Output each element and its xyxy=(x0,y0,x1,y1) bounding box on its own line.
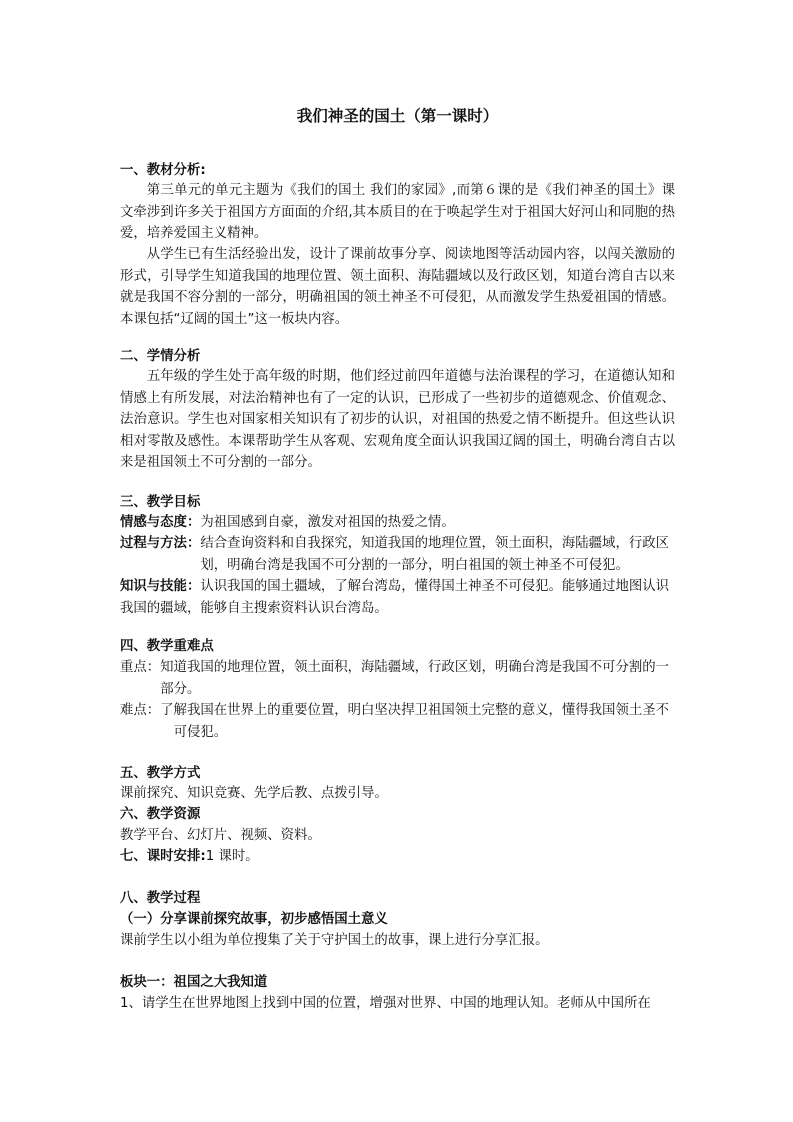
section-2-paragraph: 五年级的学生处于高年级的时期，他们经过前四年道德与法治课程的学习，在道德认知和情感上有所发展，对法治精神也有了一定的认识，已形成了一些初步的道德观念、价值观念、法治意识。学生也对国家相关知识有了初步的认识，对祖国的热爱之情不断提升。但这些认识相对零散及感性。本课帮助学生从客观、宏观角度全面认识我国辽阔的国土，明确台湾自古以来是祖国领土不可分割的一部分。 xyxy=(120,369,675,470)
goal-emotion xyxy=(120,512,675,534)
section-heading-7: 七、课时安排: xyxy=(120,849,206,864)
goal-process-label: 过程与方法： xyxy=(120,536,201,551)
section-7-line xyxy=(120,846,259,867)
section-1-paragraph-2: 从学生已有生活经验出发，设计了课前故事分享、阅读地图等活动园内容，以闯关激励的形式，引导学生知道我国的地理位置、领土面积、海陆疆域以及行政区划，知道台湾自古以来就是我国不容分割的一部分，明确祖国的领土神圣不可侵犯，从而激发学生热爱祖国的情感。本课包括“辽阔的国土”这一板块内容。 xyxy=(120,247,675,327)
difficult-point-text: 了解我国在世界上的重要位置，明白坚决捍卫祖国领土完整的意义，懂得我国领土圣不可侵犯。 xyxy=(160,703,670,740)
difficult-point xyxy=(120,700,675,743)
key-point xyxy=(120,657,675,700)
goal-emotion-label: 情感与态度： xyxy=(120,515,201,530)
section-heading-1: 一、教材分析: xyxy=(120,163,206,178)
section-5-text: 课前探究、知识竞赛、先学后教、点拨引导。 xyxy=(120,786,388,801)
section-heading-8: 八、教学过程 xyxy=(120,891,201,906)
section-7-text: 1 课时。 xyxy=(205,849,259,864)
key-point-label: 重点： xyxy=(120,660,161,675)
section-heading-3: 三、教学目标 xyxy=(120,495,201,510)
block-1-text: 1、请学生在世界地图上找到中国的位置，增强对世界、中国的地理认知。老师从中国所在 xyxy=(120,996,651,1011)
subsection-heading-1: （一）分享课前探究故事，初步感悟国土意义 xyxy=(120,912,388,927)
goal-knowledge-text: 认识我国的国土疆域，了解台湾岛，懂得国土神圣不可侵犯。能够通过地图认识我国的疆域，能够自主搜索资料认识台湾岛。 xyxy=(120,579,670,616)
document-title: 我们神圣的国土（第一课时） xyxy=(296,107,499,125)
goal-process xyxy=(120,533,675,576)
goal-process-text: 结合查询资料和自我探究，知道我国的地理位置，领土面积，海陆疆域，行政区划，明确台湾是我国不可分割的一部分，明白祖国的领土神圣不可侵犯。 xyxy=(200,536,670,573)
difficult-point-label: 难点： xyxy=(120,703,161,718)
section-heading-4: 四、教学重难点 xyxy=(120,639,214,654)
subsection-1-text: 课前学生以小组为单位搜集了关于守护国土的故事，课上进行分享汇报。 xyxy=(120,933,549,948)
goal-emotion-text: 为祖国感到自豪，激发对祖国的热爱之情。 xyxy=(200,515,455,530)
section-heading-6: 六、教学资源 xyxy=(120,807,201,822)
section-6-text: 教学平台、幻灯片、视频、资料。 xyxy=(120,828,321,843)
section-1-paragraph-1: 第三单元的单元主题为《我们的国土 我们的家园》,而第６课的是《我们神圣的国土》课文牵涉到许多关于祖国方方面面的介绍,其本质目的在于唤起学生对于祖国大好河山和同胞的热爱，培养爱国主义精神。 xyxy=(120,183,675,241)
goal-knowledge-label: 知识与技能： xyxy=(120,579,201,594)
section-heading-2: 二、学情分析 xyxy=(120,349,201,364)
goal-knowledge xyxy=(120,576,675,619)
key-point-text: 知道我国的地理位置，领土面积，海陆疆域，行政区划，明确台湾是我国不可分割的一部分。 xyxy=(160,660,670,697)
block-heading-1: 板块一：祖国之大我知道 xyxy=(120,975,268,990)
section-heading-5: 五、教学方式 xyxy=(120,766,201,781)
